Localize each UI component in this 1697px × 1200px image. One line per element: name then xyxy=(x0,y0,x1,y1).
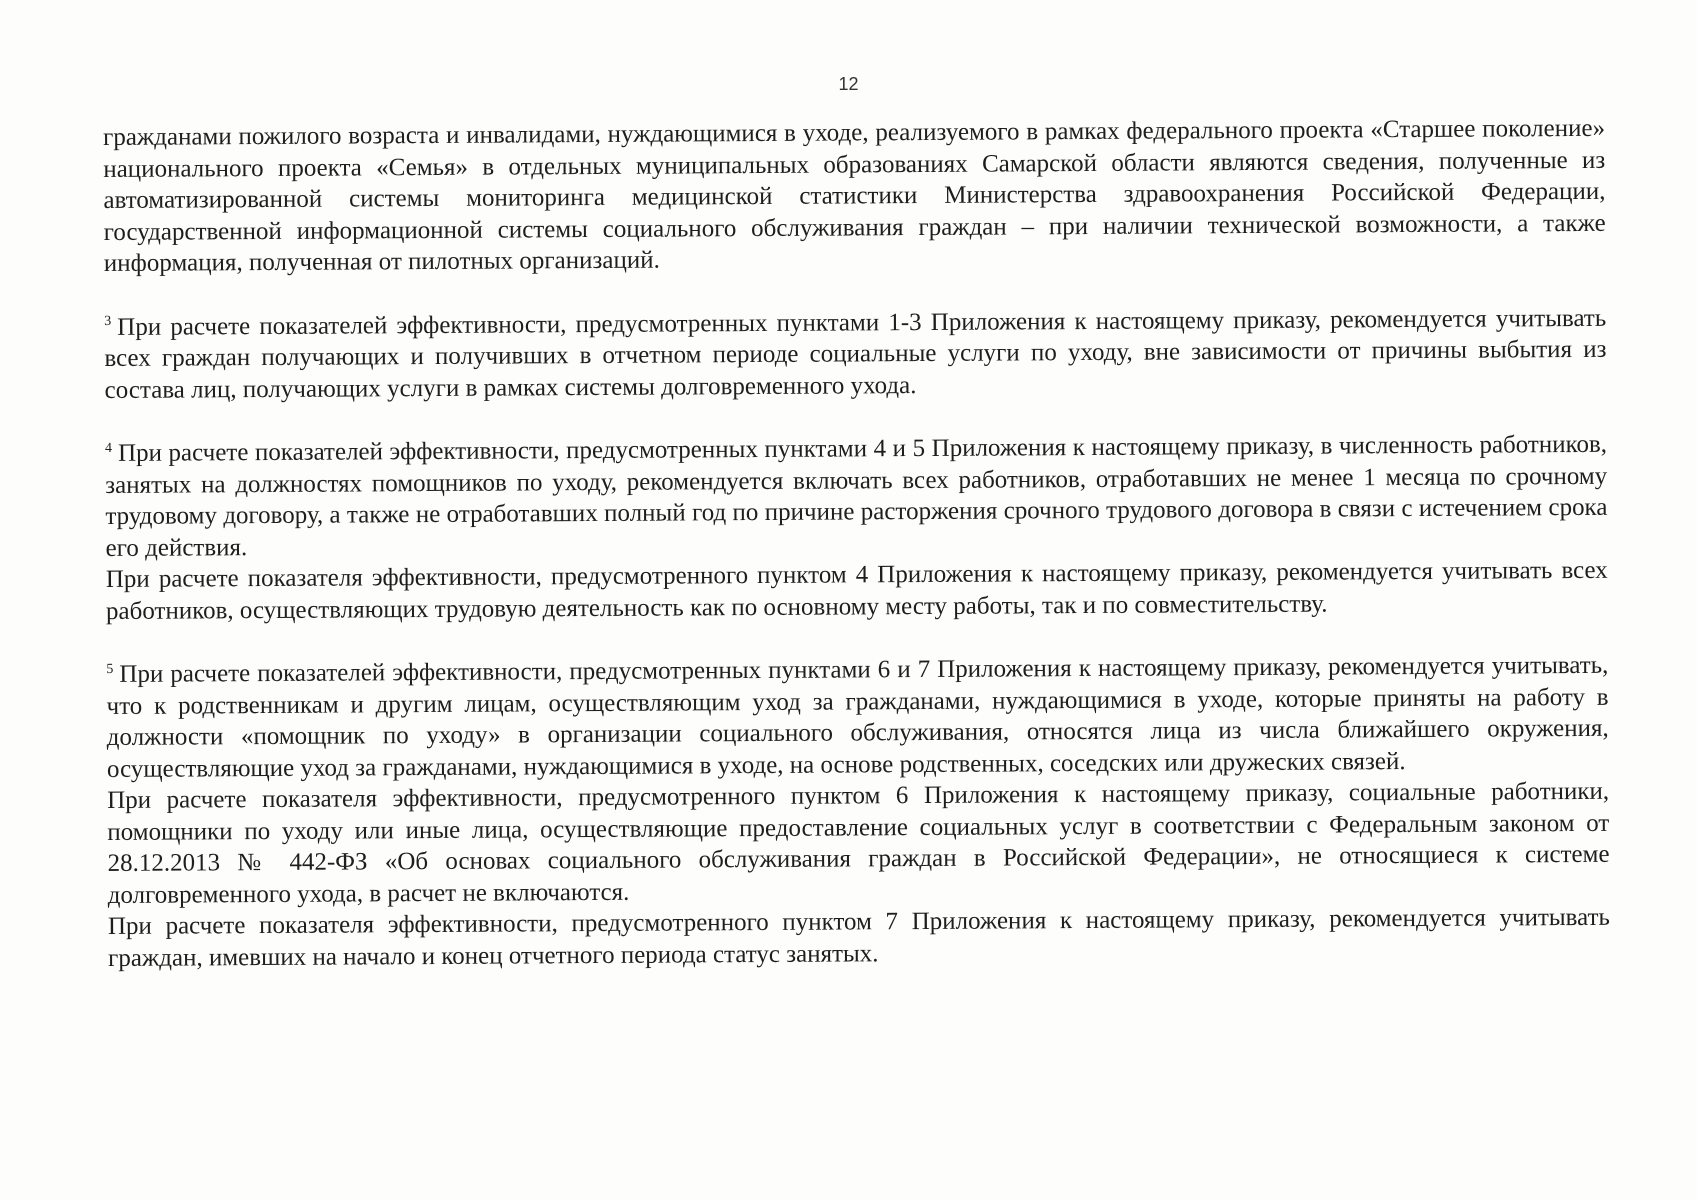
footnote-5 xyxy=(106,650,1609,785)
footnote-5-text: При расчете показателей эффективности, предусмотренных пунктами 6 и 7 Приложения к настоящему приказу, рекомендуется учитывать, что к родственникам и другим лицам, осуществляющим уход за гражданами, нуждающимися в уходе, которые приняты на работу в должности «помощник по уходу» в организации социального обслуживания, относятся лица из числа ближайшего окружения, осуществляющие уход за гражданами, нуждающимися в уходе, на основе родственных, соседских или дружеских связей. xyxy=(106,651,1609,783)
footnote-4-extra: При расчете показателя эффективности, предусмотренного пунктом 4 Приложения к настоящему приказу, рекомендуется учитывать всех работников, осуществляющих трудовую деятельность как по основному месту работы, так и по совместительству. xyxy=(105,556,1608,625)
footnote-4-text: При расчете показателей эффективности, предусмотренных пунктами 4 и 5 Приложения к настоящему приказу, в численность работников, занятых на должностях помощников по уходу, рекомендуется включать всех работников, отработавших не менее 1 месяца по срочному трудовому договору, а также не отработавших полный год по причине расторжения срочного трудового договора в связи с истечением срока его действия. xyxy=(105,430,1608,562)
footnote-4-marker: 4 xyxy=(104,440,113,456)
footnote-3 xyxy=(104,302,1607,406)
footnote-5-marker: 5 xyxy=(106,661,114,677)
footnote-4 xyxy=(105,429,1608,564)
page-number: 12 xyxy=(838,74,859,94)
footnote-3-text: При расчете показателей эффективности, предусмотренных пунктами 1-3 Приложения к настоящему приказу, рекомендуется учитывать всех граждан получающих и получивших в отчетном периоде социальные услуги по уходу, вне зависимости от причины выбытия из состава лиц, получающих услуги в рамках системы долговременного ухода. xyxy=(104,304,1607,404)
footnote-continuation: гражданами пожилого возраста и инвалидами, нуждающимися в уходе, реализуемого в рамках федерального проекта «Старшее поколение» национального проекта «Семья» в отдельных муниципальных образованиях Самарской области являются сведения, полученные из автоматизированной системы мониторинга медицинской статистики Министерства здравоохранения Российской Федерации, государственной информационной системы социального обслуживания граждан – при наличии технической возможности, а также информация, полученная от пилотных организаций. xyxy=(103,114,1606,277)
footnote-5-extra-2: При расчете показателя эффективности, предусмотренного пунктом 7 Приложения к настоящему приказу, рекомендуется учитывать граждан, имевших на начало и конец отчетного периода статус занятых. xyxy=(107,903,1610,972)
footnote-3-marker: 3 xyxy=(104,314,112,330)
footnote-5-extra-1: При расчете показателя эффективности, предусмотренного пунктом 6 Приложения к настоящему приказу, социальные работники, помощники по уходу или иные лица, осуществляющие предоставление социальных услуг в соответствии с Федеральным законом от 28.12.2013 № 442-ФЗ «Об основах социального обслуживания граждан в Российской Федерации», не относящиеся к системе долговременного ухода, в расчет не включаются. xyxy=(107,777,1610,909)
page-content xyxy=(103,113,1610,974)
